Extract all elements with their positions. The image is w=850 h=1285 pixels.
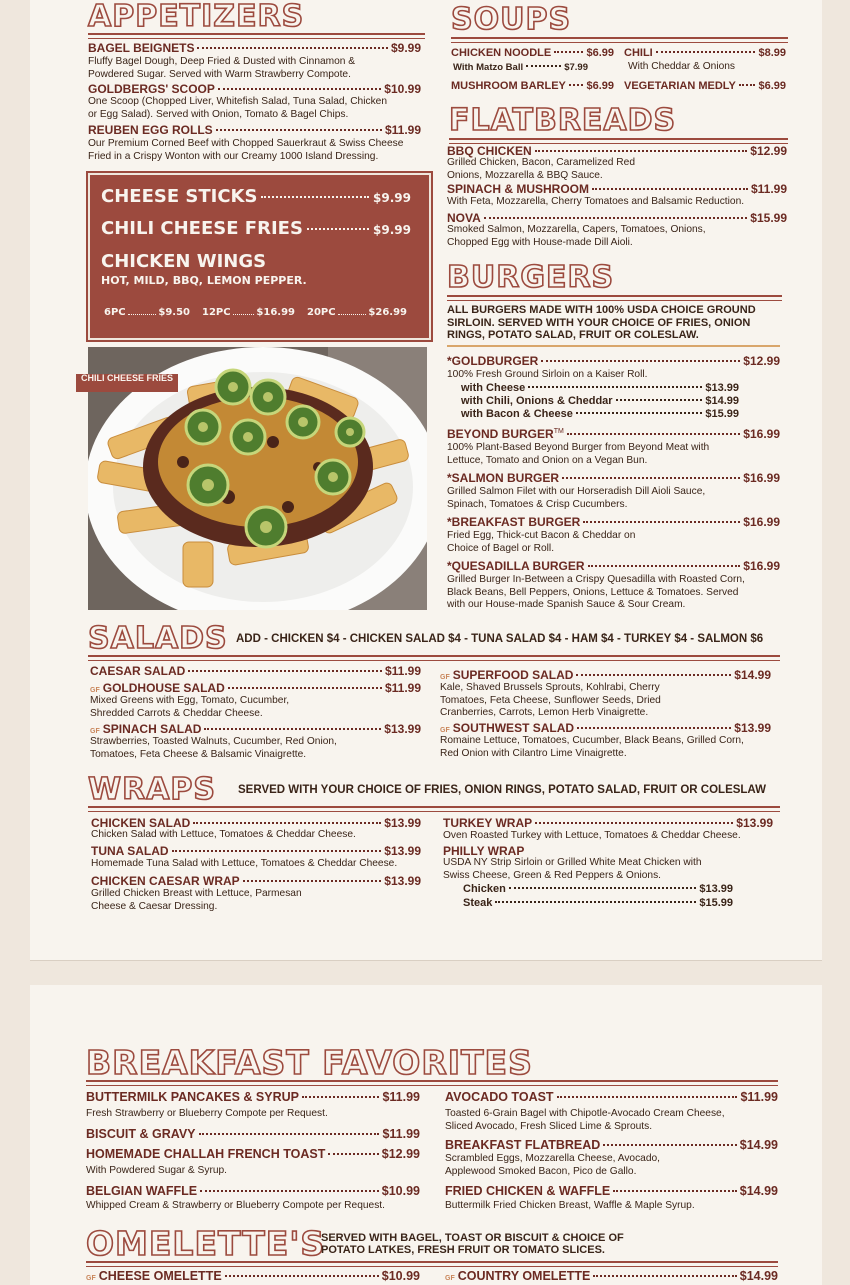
menu-item-reuben-egg-rolls: REUBEN EGG ROLLS $11.99 [88,123,421,137]
menu-item-desc: Grilled Chicken Breast with Lettuce, Parmesan Cheese & Caesar Dressing. [91,888,302,912]
salad-goldhouse: GF GOLDHOUSE SALAD $11.99 [90,681,421,695]
soups-rule [451,37,788,43]
gluten-free-badge: GF [440,674,450,681]
menu-item-desc: One Scoop (Chopped Liver, Whitefish Salad, Tuna Salad, Chicken or Egg Salad). Served with Onion, Tomato & Bagel Chips. [88,96,388,120]
soup-mushroom-barley: MUSHROOM BARLEY $6.99 [451,80,614,92]
salads-rule [88,655,780,661]
burger-quesadilla: *QUESADILLA BURGER $16.99 [447,559,780,573]
menu-item-desc: Scrambled Eggs, Mozzarella Cheese, Avocado, Applewood Smoked Bacon, Pico de Gallo. [445,1153,660,1177]
soup-matzo-ball: With Matzo Ball $7.99 [453,62,588,73]
burger-with-bacon: with Bacon & Cheese $15.99 [461,408,739,420]
wings-6pc: 6PC $9.50 [104,307,190,318]
soups-title: SOUPS [451,2,572,37]
burgers-intro: ALL BURGERS MADE WITH 100% USDA CHOICE GROUND SIRLOIN. SERVED WITH YOUR CHOICE OF FRIES, ONION RINGS, POTATO SALAD, FRUIT OR COLESLAW. [447,304,756,341]
flatbread-spinach-mushroom: SPINACH & MUSHROOM $11.99 [447,182,787,196]
breakfast-flatbread: BREAKFAST FLATBREAD $14.99 [445,1138,778,1152]
appetizers-title: APPETIZERS [88,0,305,34]
burger-goldburger: *GOLDBURGER $12.99 [447,354,780,368]
burgers-divider [447,345,780,347]
omelettes-title: OMELETTE'S [86,1224,326,1263]
salad-southwest: GF SOUTHWEST SALAD $13.99 [440,721,771,735]
breakfast-fried-chicken-waffle: FRIED CHICKEN & WAFFLE $14.99 [445,1184,778,1198]
wrap-philly-chicken: Chicken $13.99 [463,883,733,895]
menu-item-desc: Strawberries, Toasted Walnuts, Cucumber, Red Onion, Tomatoes, Feta Cheese & Balsamic Vinaigrette. [90,736,337,760]
menu-item-desc: Fresh Strawberry or Blueberry Compote per Request. [86,1108,328,1119]
soup-chicken-noodle: CHICKEN NOODLE $6.99 [451,47,614,59]
wings-12pc: 12PC $16.99 [202,307,295,318]
burger-with-chili: with Chili, Onions & Cheddar $14.99 [461,395,739,407]
salads-add-ons: ADD - CHICKEN $4 - CHICKEN SALAD $4 - TUNA SALAD $4 - HAM $4 - TURKEY $4 - SALMON $6 [236,633,764,645]
menu-item-desc: Fried Egg, Thick-cut Bacon & Cheddar on Choice of Bagel or Roll. [447,530,636,554]
menu-item-desc: Our Premium Corned Beef with Chopped Sauerkraut & Swiss Cheese Fried in a Crispy Wonton with our Creamy 1000 Island Dressing. [88,138,404,162]
breakfast-biscuit-gravy: BISCUIT & GRAVY $11.99 [86,1127,420,1141]
burger-beyond: BEYOND BURGER™ $16.99 [447,427,780,441]
salads-title: SALADS [88,621,228,656]
menu-item-desc: Smoked Salmon, Mozzarella, Capers, Tomatoes, Onions, Chopped Egg with House-made Dill Aioli. [447,224,706,248]
menu-item-desc: Grilled Chicken, Bacon, Caramelized Red Onions, Mozzarella & BBQ Sauce. [447,157,635,181]
omelette-country: GF COUNTRY OMELETTE $14.99 [445,1269,778,1283]
omelette-cheese: GF CHEESE OMELETTE $10.99 [86,1269,420,1283]
salad-superfood: GF SUPERFOOD SALAD $14.99 [440,668,771,682]
burger-salmon: *SALMON BURGER $16.99 [447,471,780,485]
salad-spinach: GF SPINACH SALAD $13.99 [90,722,421,736]
wings-flavors: HOT, MILD, BBQ, LEMON PEPPER. [101,274,307,287]
menu-item-desc: Romaine Lettuce, Tomatoes, Cucumber, Black Beans, Grilled Corn, Red Onion with Cilantro Lime Vinaigrette. [440,735,744,759]
menu-item-desc: With Feta, Mozzarella, Cherry Tomatoes and Balsamic Reduction. [447,196,745,207]
burger-breakfast: *BREAKFAST BURGER $16.99 [447,515,780,529]
gluten-free-badge: GF [90,728,100,735]
menu-item-desc: 100% Plant-Based Beyond Burger from Beyond Meat with Lettuce, Tomato and Onion on a Vegan Bun. [447,442,710,466]
flatbread-bbq-chicken: BBQ CHICKEN $12.99 [447,144,787,158]
menu-item-desc: Grilled Burger In-Between a Crispy Quesadilla with Roasted Corn, Black Beans, Bell Peppers, Onions, Lettuce & Tomatoes. Served with our House-made Spanish Sauce & Sour Cream. [447,574,745,610]
burger-with-cheese: with Cheese $13.99 [461,382,739,394]
menu-item-desc: Mixed Greens with Egg, Tomato, Cucumber, Shredded Carrots & Cheddar Cheese. [90,695,290,719]
menu-item-desc: USDA NY Strip Sirloin or Grilled White Meat Chicken with Swiss Cheese, Green & Red Peppers & Onions. [443,857,702,881]
appetizers-rule [88,33,425,39]
menu-item-desc: Whipped Cream & Strawberry or Blueberry Compote per Request. [86,1200,385,1211]
burgers-rule [447,295,782,301]
gluten-free-badge: GF [86,1275,96,1282]
breakfast-challah: HOMEMADE CHALLAH FRENCH TOAST $12.99 [86,1147,420,1161]
breakfast-avocado-toast: AVOCADO TOAST $11.99 [445,1090,778,1104]
menu-item-desc: Grilled Salmon Filet with our Horseradish Dill Aioli Sauce, Spinach, Tomatoes & Crisp Cucumbers. [447,486,706,510]
wraps-rule [88,806,780,812]
wrap-philly-steak: Steak $15.99 [463,897,733,909]
omelettes-rule [86,1261,778,1267]
breakfast-rule [86,1080,778,1086]
menu-item-desc: Fluffy Bagel Dough, Deep Fried & Dusted with Cinnamon & Powdered Sugar. Served with Warm Strawberry Compote. [88,56,356,80]
gluten-free-badge: GF [445,1275,455,1282]
soup-chili-desc: With Cheddar & Onions [628,61,736,72]
gluten-free-badge: GF [440,727,450,734]
wrap-chicken-salad: CHICKEN SALAD $13.99 [91,816,421,830]
breakfast-pancakes: BUTTERMILK PANCAKES & SYRUP $11.99 [86,1090,420,1104]
flatbreads-title: FLATBREADS [449,103,677,138]
omelettes-note: SERVED WITH BAGEL, TOAST OR BISCUIT & CHOICE OF POTATO LATKES, FRESH FRUIT OR TOMATO SLICES. [321,1232,624,1256]
photo-label: CHILI CHEESE FRIES [76,374,178,392]
menu-item-desc: Homemade Tuna Salad with Lettuce, Tomatoes & Cheddar Cheese. [91,858,398,869]
menu-item-bagel-beignets: BAGEL BEIGNETS $9.99 [88,41,421,55]
menu-item-desc: With Powdered Sugar & Syrup. [86,1165,227,1176]
flatbread-nova: NOVA $15.99 [447,211,787,225]
soup-chili: CHILI $8.99 [624,47,786,59]
chili-cheese-fries: CHILI CHEESE FRIES $9.99 [101,218,411,239]
wraps-title: WRAPS [88,772,217,807]
breakfast-belgian-waffle: BELGIAN WAFFLE $10.99 [86,1184,420,1198]
wrap-tuna-salad: TUNA SALAD $13.99 [91,844,421,858]
menu-item-desc: Kale, Shaved Brussels Sprouts, Kohlrabi, Cherry Tomatoes, Feta Cheese, Sunflower Seeds, Dried Cranberries, Carrots, Lemon Herb Vinaigrette. [440,682,661,718]
soup-vegetarian-medly: VEGETARIAN MEDLY $6.99 [624,80,786,92]
breakfast-title: BREAKFAST FAVORITES [86,1043,533,1082]
salad-caesar: CAESAR SALAD $11.99 [90,664,421,678]
menu-item-desc: Oven Roasted Turkey with Lettuce, Tomatoes & Cheddar Cheese. [443,830,741,841]
cheese-sticks: CHEESE STICKS $9.99 [101,186,411,207]
wraps-note: SERVED WITH YOUR CHOICE OF FRIES, ONION RINGS, POTATO SALAD, FRUIT OR COLESLAW [238,784,766,796]
wings-20pc: 20PC $26.99 [307,307,407,318]
menu-item-desc: Toasted 6-Grain Bagel with Chipotle-Avocado Cream Cheese, Sliced Avocado, Fresh Sliced Lime & Sprouts. [445,1108,725,1132]
menu-item-goldbergs-scoop: GOLDBERGS' SCOOP $10.99 [88,82,421,96]
wrap-turkey: TURKEY WRAP $13.99 [443,816,773,830]
menu-item-desc: Buttermilk Fried Chicken Breast, Waffle & Maple Syrup. [445,1200,695,1211]
wrap-chicken-caesar: CHICKEN CAESAR WRAP $13.99 [91,874,421,888]
menu-item-desc: 100% Fresh Ground Sirloin on a Kaiser Roll. [447,369,648,380]
gluten-free-badge: GF [90,687,100,694]
burgers-title: BURGERS [447,260,615,295]
chicken-wings: CHICKEN WINGS [101,251,267,272]
wrap-philly: PHILLY WRAP [443,844,525,858]
menu-item-desc: Chicken Salad with Lettuce, Tomatoes & Cheddar Cheese. [91,829,356,840]
